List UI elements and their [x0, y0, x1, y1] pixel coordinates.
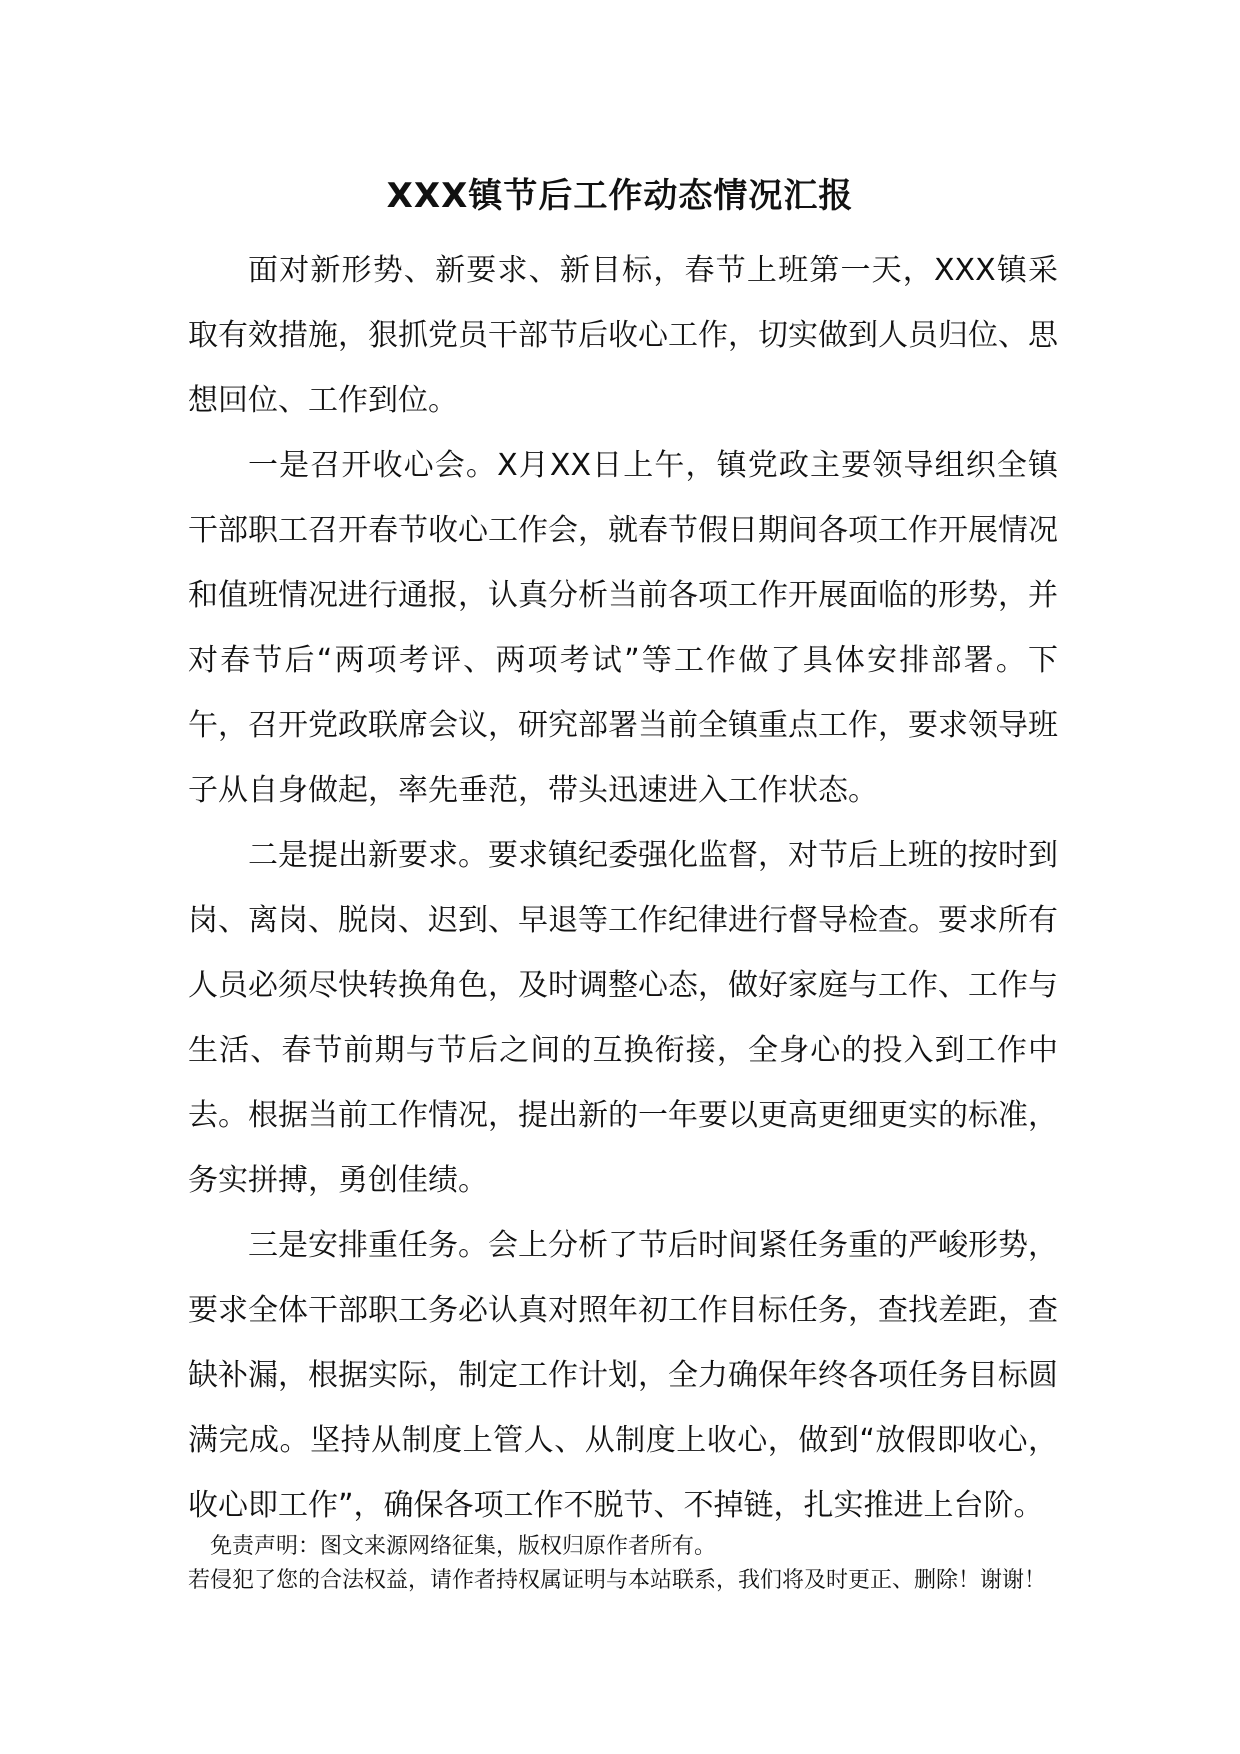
paragraph-requirements: 二是提出新要求。要求镇纪委强化监督，对节后上班的按时到岗、离岗、脱岗、迟到、早退等工作纪律进行督导检查。要求所有人员必须尽快转换角色，及时调整心态，做好家庭与工作、工作与生活、春节前期与节后之间的互换衔接，全身心的投入到工作中去。根据当前工作情况，提出新的一年要以更高更细更实的标准，务实拼搏，勇创佳绩。: [188, 838, 1058, 1198]
disclaimer: [188, 1530, 1088, 1598]
paragraph-meeting: 一是召开收心会。X月XX日上午，镇党政主要领导组织全镇干部职工召开春节收心工作会，就春节假日期间各项工作开展情况和值班情况进行通报，认真分析当前各项工作开展面临的形势，并对春节后“两项考评、两项考试”等工作做了具体安排部署。下午，召开党政联席会议，研究部署当前全镇重点工作，要求领导班子从自身做起，率先垂范，带头迅速进入工作状态。: [188, 448, 1058, 808]
document-body: [188, 238, 1058, 1538]
document-title: XXX镇节后工作动态情况汇报: [386, 176, 854, 216]
disclaimer-line-1: 免责声明：图文来源网络征集，版权归原作者所有。: [210, 1534, 717, 1559]
disclaimer-line-2: 若侵犯了您的合法权益，请作者持权属证明与本站联系，我们将及时更正、删除！谢谢！: [188, 1568, 1047, 1593]
paragraph-intro: 面对新形势、新要求、新目标，春节上班第一天，XXX镇采取有效措施，狠抓党员干部节后收心工作，切实做到人员归位、思想回位、工作到位。: [188, 253, 1058, 418]
paragraph-tasks: 三是安排重任务。会上分析了节后时间紧任务重的严峻形势，要求全体干部职工务必认真对照年初工作目标任务，查找差距，查缺补漏，根据实际，制定工作计划，全力确保年终各项任务目标圆满完成。坚持从制度上管人、从制度上收心，做到“放假即收心，收心即工作”，确保各项工作不脱节、不掉链，扎实推进上台阶。: [188, 1228, 1058, 1523]
